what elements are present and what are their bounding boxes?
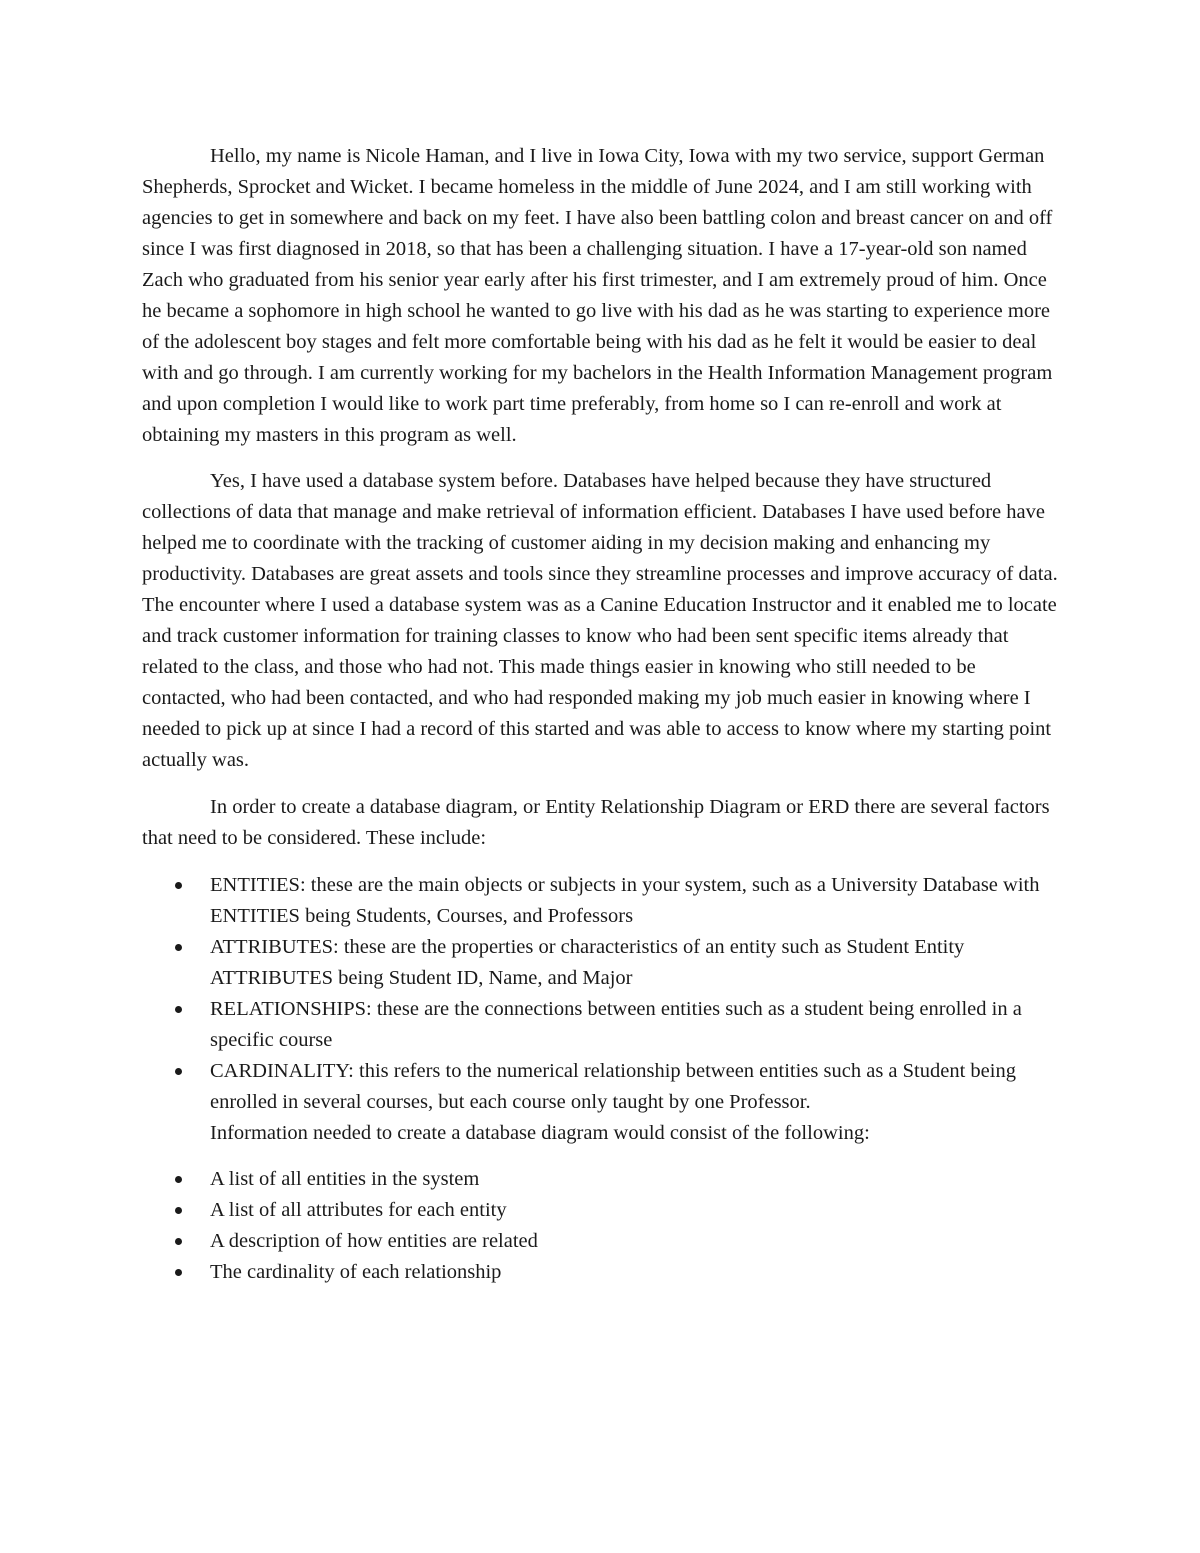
info-needed-lead: Information needed to create a database diagram would consist of the following:: [210, 1122, 870, 1144]
list-item-text: The cardinality of each relationship: [210, 1261, 502, 1283]
document-body: [142, 141, 1062, 1288]
erd-factors-list: [142, 870, 1062, 1118]
bullet-icon: [175, 882, 182, 889]
intro-paragraph: Hello, my name is Nicole Haman, and I live in Iowa City, Iowa with my two service, support German Shepherds, Sprocket and Wicket. I became homeless in the middle of June 2024, and I am still working with agencies to get in somewhere and back on my feet. I have also been battling colon and breast cancer on and off since I was first diagnosed in 2018, so that has been a challenging situation. I have a 17-year-old son named Zach who graduated from his senior year early after his first trimester, and I am extremely proud of him. Once he became a sophomore in high school he wanted to go live with his dad as he was starting to experience more of the adolescent boy stages and felt more comfortable being with his dad as he felt it would be easier to deal with and go through. I am currently working for my bachelors in the Health Information Management program and upon completion I would like to work part time preferably, from home so I can re-enroll and work at obtaining my masters in this program as well.: [142, 145, 1053, 446]
list-item: [142, 1257, 1062, 1288]
list-item-text: ENTITIES: these are the main objects or subjects in your system, such as a University Database with ENTITIES being Students, Courses, and Professors: [210, 874, 1040, 927]
erd-intro-paragraph: In order to create a database diagram, or Entity Relationship Diagram or ERD there are several factors that need to be considered. These include:: [142, 796, 1050, 849]
list-item-text: RELATIONSHIPS: these are the connections between entities such as a student being enrolled in a specific course: [210, 998, 1022, 1051]
bullet-icon: [175, 1269, 182, 1276]
bullet-icon: [175, 1238, 182, 1245]
list-item: [142, 870, 1062, 932]
list-item-text: A description of how entities are related: [210, 1230, 538, 1252]
list-item: [142, 1056, 1062, 1118]
list-item: [142, 1226, 1062, 1257]
bullet-icon: [175, 1068, 182, 1075]
list-item-text: A list of all entities in the system: [210, 1168, 480, 1190]
list-item: [142, 1164, 1062, 1195]
list-item-text: ATTRIBUTES: these are the properties or characteristics of an entity such as Student Entity ATTRIBUTES being Student ID, Name, and Major: [210, 936, 965, 989]
database-experience-paragraph: Yes, I have used a database system before. Databases have helped because they have structured collections of data that manage and make retrieval of information efficient. Databases I have used before have helped me to coordinate with the tracking of customer aiding in my decision making and enhancing my productivity. Databases are great assets and tools since they streamline processes and improve accuracy of data. The encounter where I used a database system was as a Canine Education Instructor and it enabled me to locate and track customer information for training classes to know who had been sent specific items already that related to the class, and those who had not. This made things easier in knowing who still needed to be contacted, who had been contacted, and who had responded making my job much easier in knowing where I needed to pick up at since I had a record of this started and was able to access to know where my starting point actually was.: [142, 470, 1058, 771]
list-item: [142, 1195, 1062, 1226]
list-item: [142, 994, 1062, 1056]
list-item-text: A list of all attributes for each entity: [210, 1199, 507, 1221]
info-needed-list: [142, 1164, 1062, 1288]
bullet-icon: [175, 1176, 182, 1183]
bullet-icon: [175, 1006, 182, 1013]
list-item: [142, 932, 1062, 994]
list-item-text: CARDINALITY: this refers to the numerical relationship between entities such as a Student being enrolled in several courses, but each course only taught by one Professor.: [210, 1060, 1016, 1113]
bullet-icon: [175, 1207, 182, 1214]
bullet-icon: [175, 944, 182, 951]
